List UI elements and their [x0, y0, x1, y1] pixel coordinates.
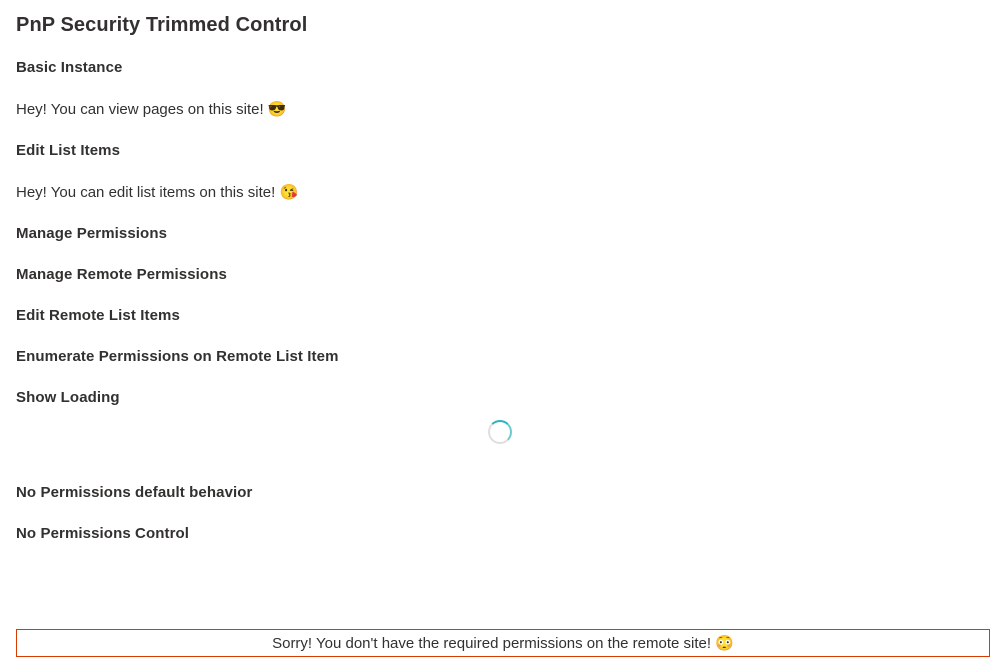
loading-area [16, 406, 990, 484]
section-heading: Manage Remote Permissions [16, 266, 227, 283]
spacer [16, 324, 990, 348]
section-edit-list-items [16, 142, 990, 201]
section-text: Hey! You can view pages on this site! 😎 [16, 101, 287, 118]
section-heading: Basic Instance [16, 59, 123, 76]
loading-spinner-icon [488, 420, 512, 444]
section-show-loading [16, 389, 990, 484]
spacer [16, 242, 990, 266]
section-manage-remote-permissions [16, 266, 990, 283]
section-manage-permissions [16, 225, 990, 242]
section-heading: No Permissions Control [16, 525, 190, 542]
section-no-permissions-control [16, 525, 990, 542]
spacer [16, 283, 990, 307]
section-edit-remote-list-items [16, 307, 990, 324]
section-no-permissions-default-behavior [16, 484, 990, 501]
section-text: Hey! You can edit list items on this site! 😘 [16, 184, 299, 201]
spacer [16, 118, 990, 142]
page-title: PnP Security Trimmed Control [16, 14, 308, 36]
section-heading: Edit List Items [16, 142, 121, 159]
spacer [16, 201, 990, 225]
permissions-message-bar: Sorry! You don't have the required permissions on the remote site! 😳 [16, 629, 990, 657]
section-basic-instance [16, 59, 990, 118]
section-heading: No Permissions default behavior [16, 484, 253, 501]
section-enumerate-permissions-remote-list-item [16, 348, 990, 365]
section-heading: Show Loading [16, 389, 120, 406]
section-heading: Enumerate Permissions on Remote List Item [16, 348, 339, 365]
section-heading: Edit Remote List Items [16, 307, 180, 324]
spacer [16, 159, 990, 183]
section-heading: Manage Permissions [16, 225, 168, 242]
spacer [16, 76, 990, 100]
spacer [16, 501, 990, 525]
spacer [16, 365, 990, 389]
